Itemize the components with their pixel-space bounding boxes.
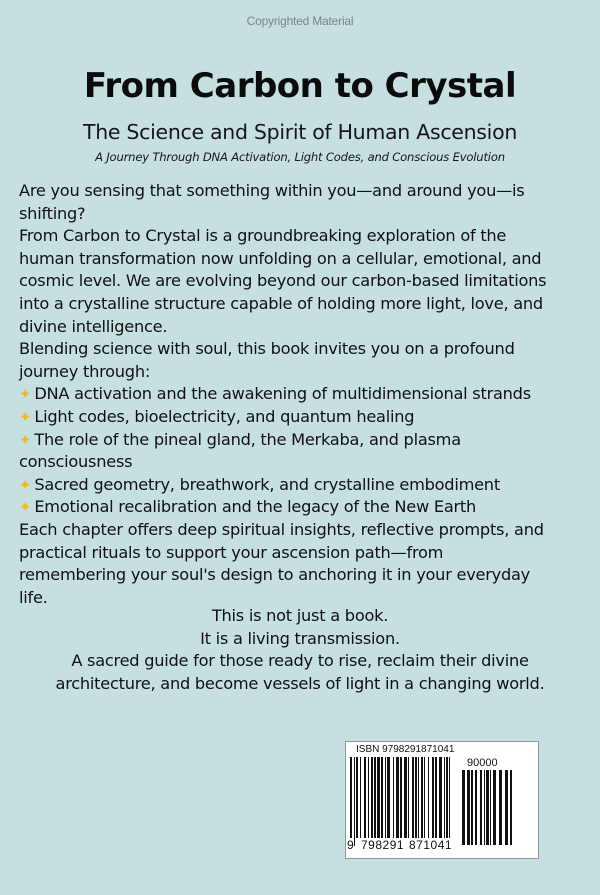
barcode-bar (471, 770, 473, 845)
barcode-bar (350, 757, 352, 846)
barcode-bar (374, 757, 376, 838)
blurb-line: practical rituals to support your ascension path—from (19, 542, 444, 562)
bullet-item (19, 429, 594, 452)
bullet-continuation: consciousness (19, 452, 133, 472)
barcode-bar (387, 757, 390, 838)
sparkles-icon: ✦ (19, 407, 32, 426)
barcode-bar (396, 757, 399, 838)
bullet-item (19, 496, 594, 519)
barcode-bar (486, 770, 489, 845)
barcode-bar (424, 757, 425, 838)
sparkles-icon: ✦ (19, 475, 32, 494)
barcode-bar (364, 757, 366, 838)
blurb (19, 180, 594, 609)
barcode-bar (435, 757, 437, 838)
barcode-digits-right: 871041 (409, 838, 453, 852)
sparkles-icon: ✦ (19, 498, 32, 517)
blurb-line: shifting? (19, 203, 86, 223)
barcode-bar (505, 770, 508, 845)
barcode-bar (462, 770, 465, 845)
barcode-bar (371, 757, 373, 838)
book-tagline: A Journey Through DNA Activation, Light Codes, and Conscious Evolution (95, 150, 505, 164)
blurb-line: life. (19, 587, 48, 607)
book-title: From Carbon to Crystal (83, 66, 517, 106)
barcode-bar (484, 770, 485, 845)
blurb-line: Each chapter offers deep spiritual insights, reflective prompts, and (19, 519, 544, 539)
centered-line: A sacred guide for those ready to rise, reclaim their divine (71, 651, 529, 671)
blurb-line: Are you sensing that something within you—and around you—is (19, 181, 525, 200)
barcode-bar (499, 770, 502, 845)
barcode-bar (404, 757, 407, 838)
centered-line: It is a living transmission. (200, 628, 400, 648)
barcode-bar (432, 757, 434, 838)
bullet-text: Light codes, bioelectricity, and quantum healing (34, 406, 415, 426)
barcode-bar (439, 757, 442, 838)
barcode-bar (415, 757, 417, 838)
blurb-line: Blending science with soul, this book invites you on a profound (19, 339, 515, 359)
isbn-barcode (345, 741, 539, 859)
barcode-digit-prefix: 9 (347, 838, 355, 852)
barcode-bar (385, 757, 386, 838)
book-subtitle: The Science and Spirit of Human Ascension (82, 120, 518, 144)
bullet-text: Emotional recalibration and the legacy of the New Earth (34, 497, 477, 517)
bullet-text: Sacred geometry, breathwork, and crystalline embodiment (34, 474, 500, 494)
centered-line: architecture, and become vessels of light in a changing world. (55, 673, 545, 693)
barcode-bar (412, 757, 414, 838)
barcode-bar (400, 757, 402, 846)
closing-statement (0, 605, 600, 695)
bullet-item (19, 406, 594, 429)
sparkles-icon: ✦ (19, 430, 32, 449)
bullet-item (19, 383, 594, 406)
blurb-line: remembering your soul's design to anchoring it in your everyday (19, 565, 530, 585)
barcode-bar (418, 757, 419, 838)
barcode-bar (377, 757, 380, 838)
bullet-item (19, 474, 594, 497)
barcode-bar (510, 770, 512, 845)
barcode-bar (360, 757, 361, 838)
price-addon: 90000 (467, 757, 498, 769)
barcode-bar (467, 770, 470, 845)
barcode-bar (480, 770, 482, 845)
bullet-text: The role of the pineal gland, the Merkaba, and plasma (34, 429, 461, 449)
isbn-label: ISBN 9798291871041 (356, 744, 455, 755)
barcode-bar (446, 757, 448, 838)
barcode-bar (428, 757, 429, 838)
copyright-watermark: Copyrighted Material (246, 14, 354, 28)
barcode-bar (449, 757, 450, 846)
blurb-line: divine intelligence. (19, 316, 168, 336)
barcode-bar (393, 757, 394, 838)
barcode-bar (354, 757, 355, 846)
centered-line: This is not just a book. (211, 606, 389, 625)
blurb-line: journey through: (19, 361, 151, 381)
barcode-bar (408, 757, 409, 838)
blurb-line: From Carbon to Crystal is a groundbreaking exploration of the (19, 226, 507, 246)
barcode-bar (475, 770, 477, 845)
blurb-line: cosmic level. We are evolving beyond our carbon-based limitations (19, 271, 547, 291)
blurb-line: human transformation now unfolding on a cellular, emotional, and (19, 248, 542, 268)
barcode-bar (381, 757, 383, 838)
bullet-text: DNA activation and the awakening of multidimensional strands (34, 384, 531, 404)
barcode-bar (444, 757, 445, 838)
barcode-bar (368, 757, 369, 838)
barcode-bar (356, 757, 358, 838)
barcode-digits-left: 798291 (361, 838, 405, 852)
blurb-line: into a crystalline structure capable of holding more light, love, and (19, 293, 543, 313)
barcode-bar (493, 770, 496, 845)
sparkles-icon: ✦ (19, 385, 32, 404)
barcode-bar (490, 770, 491, 845)
barcode-bar (421, 757, 423, 838)
